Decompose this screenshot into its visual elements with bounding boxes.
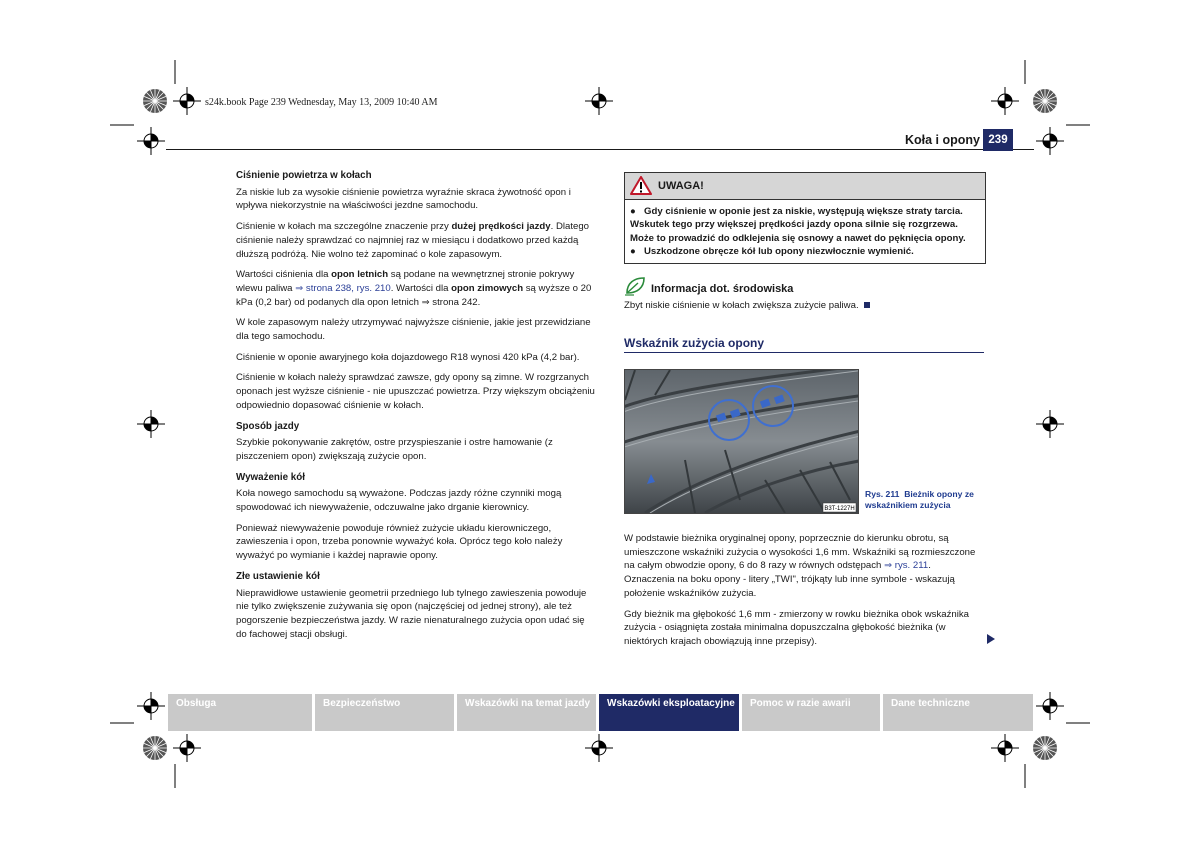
cross-reference-link[interactable]: ⇒ strona 238, rys. 210 [295,282,391,294]
list-item: ● Uszkodzone obręcze kół lub opony niezwłocznie wymienić. [630,246,914,258]
page-number: 239 [983,129,1013,151]
warning-title: UWAGA! [658,180,704,192]
heading-wheel-alignment: Złe ustawienie kół [236,570,320,582]
end-square-icon [864,302,870,308]
heading-driving-style: Sposób jazdy [236,420,300,432]
paragraph: Wartości ciśnienia dla opon letnich są podane na wewnętrznej stronie pokrywy wlewu paliwa ⇒ strona 238, rys. 210. Wartości dla opon zimowych są wyższe o 20 kPa (0,2 bar) od podanych dla opon letnich ⇒ strona 242. [236,269,592,308]
paragraph: Szybkie pokonywanie zakrętów, ostre przyspieszanie i ostre hamowanie (z piszczeniem opon) zwiększają zużycie opon. [236,437,553,462]
eco-title: Informacja dot. środowiska [651,283,794,295]
list-item: ● Gdy ciśnienie w oponie jest za niskie, występują większe straty tarcia. [630,206,963,217]
figure-code: B3T-1227H [824,506,855,512]
warning-text: Może to prowadzić do odklejenia się osnowy a nawet do pęknięcia opony. [630,232,966,244]
paragraph: Koła nowego samochodu są wyważone. Podczas jazdy różne czynniki mogą spowodować ich niewyważenie, odczuwalne jako drganie kierownicy. [236,488,562,514]
warning-body [625,200,985,263]
paragraph: Ciśnienie w oponie awaryjnego koła dojazdowego R18 wynosi 420 kPa (4,2 bar). [236,351,580,363]
continue-arrow-icon [986,633,996,645]
eco-text: Zbyt niskie ciśnienie w kołach zwiększa zużycie paliwa. [624,299,984,313]
heading-wheel-balancing: Wyważenie kół [236,471,305,483]
tire-tread-figure [624,369,859,514]
paragraph: W kole zapasowym należy utrzymywać najwyższe ciśnienie, jakie jest przewidziane dla tego samochodu. [236,317,591,343]
eco-leaf-icon [624,276,646,296]
chapter-title: Koła i opony [905,133,980,147]
paragraph: W podstawie bieżnika oryginalnej opony, poprzecznie do kierunku obrotu, są umieszczone wskaźniki zużycia o wysokości 1,6 mm. Wskaźniki są rozmieszczone na całym obwodzie opony, 6 do 8 razy w równych odstępach ⇒ rys. 211. Oznaczenia na boku opony - litery „TWI", trójkąty lub inne symbole - wskazują położenie wskaźników zużycia. [624,533,976,599]
tab-dane-techniczne[interactable]: Dane techniczne [883,694,1033,731]
tab-wskazowki-eksploatacyjne[interactable]: Wskazówki eksploatacyjne [599,694,739,731]
warning-box [624,172,986,264]
warning-text: Wskutek tego przy większej prędkości jazdy opona silnie się rozgrzewa. [630,219,958,231]
paragraph: Za niskie lub za wysokie ciśnienie powietrza wyraźnie skraca żywotność opon i wpływa niekorzystnie na właściwości jezdne samochodu. [236,186,571,212]
paragraph: Nieprawidłowe ustawienie geometrii przedniego lub tylnego zawieszenia powoduje nie tylko zwiększenie zużywania się opon (najczęściej od jednej strony), ale też pogorszenie bezpieczeństwa jazdy. W razie nienaturalnego zużycia opon udać się do fachowej stacji obsługi. [236,587,587,640]
print-header: s24k.book Page 239 Wednesday, May 13, 2009 10:40 AM [205,97,438,108]
warning-header [625,173,985,200]
section-rule [624,352,984,353]
cross-reference-link[interactable]: ⇒ rys. 211 [884,560,929,572]
paragraph: Ciśnienie w kołach ma szczególne znaczenie przy dużej prędkości jazdy. Dlatego ciśnienie należy sprawdzać co najmniej raz w miesiącu i dodatkowo przed każdą dłuższą podróżą. Nie wolno też zapominać o kole zapasowym. [236,221,590,260]
section-heading: Wskaźnik zużycia opony [624,336,765,350]
paragraph: Ponieważ niewyważenie powoduje również zużycie układu kierowniczego, zawieszenia i opon, trzeba ponownie wyważyć koła. Oprócz tego koło należy wyważyć po wymianie i każdej naprawie opony. [236,522,563,562]
tab-obsluga[interactable]: Obsługa [168,694,312,731]
tab-wskazowki-jazdy[interactable]: Wskazówki na temat jazdy [457,694,596,731]
left-column [236,169,596,648]
paragraph: Gdy bieżnik ma głębokość 1,6 mm - zmierzony w rowku bieżnika obok wskaźnika zużycia - osiągnięta została minimalna dopuszczalna głębokość bieżnika (w niektórych krajach obowiązują inne przepisy). [624,608,969,647]
heading-tire-pressure: Ciśnienie powietrza w kołach [236,170,372,181]
tab-pomoc-awarii[interactable]: Pomoc w razie awarii [742,694,880,731]
tab-bezpieczenstwo[interactable]: Bezpieczeństwo [315,694,454,731]
right-column [624,532,984,656]
paragraph: Ciśnienie w kołach należy sprawdzać zawsze, gdy opony są zimne. W rozgrzanych oponach jest wyższe ciśnienie - nie upuszczać powietrza. Przy większym obciążeniu odpowiednio dopasować ciśnienie w kołach. [236,372,595,411]
header-rule [166,149,1034,150]
warning-triangle-icon [630,176,652,195]
figure-caption: Rys. 211 Bieżnik opony ze wskaźnikiem zużycia [865,489,974,510]
